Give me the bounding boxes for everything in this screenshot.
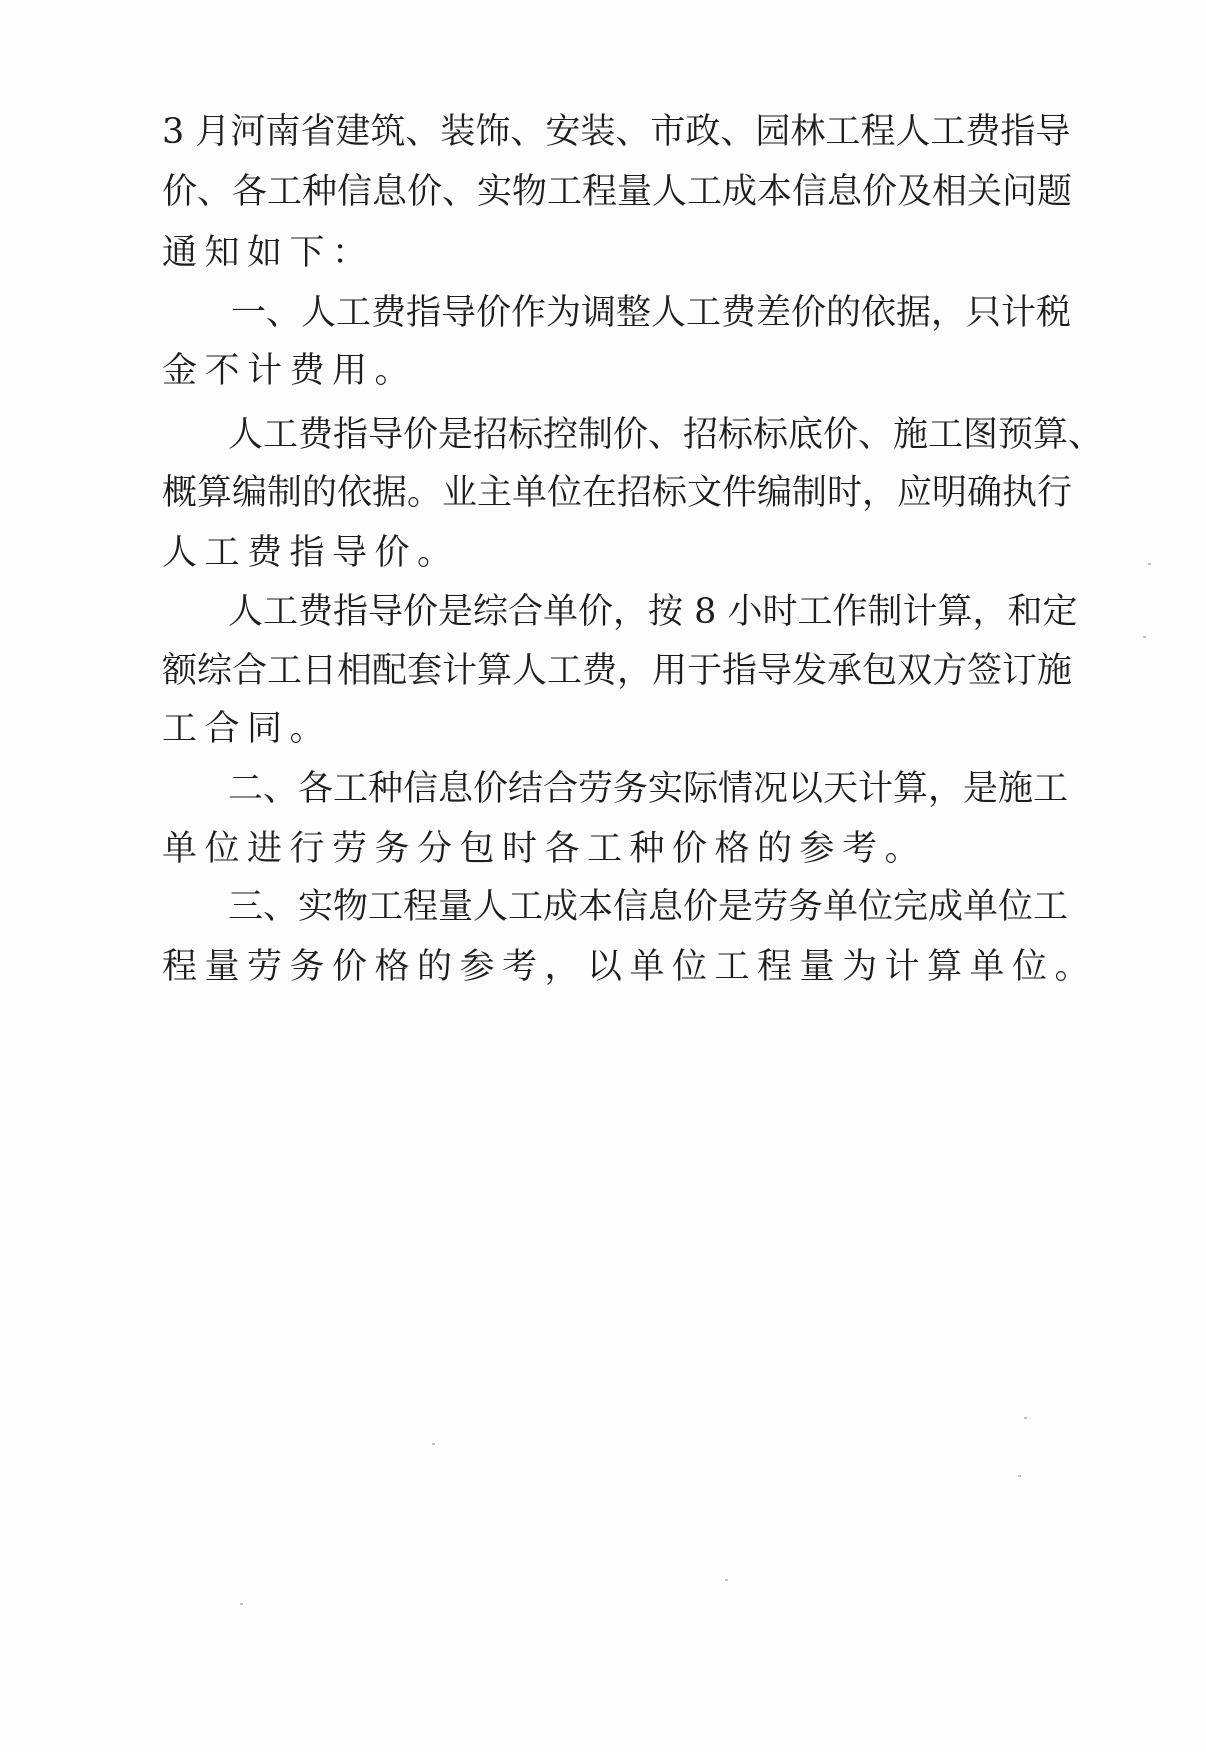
scan-speck [1143, 636, 1146, 638]
text-line: 3 月河南省建筑、装饰、安装、市政、园林工程人工费指导 [162, 112, 1071, 152]
text-line: 额综合工日相配套计算人工费，用于指导发承包双方签订施 [162, 651, 1073, 691]
text-line: 人工费指导价是招标控制价、招标标底价、施工图预算、 [228, 415, 1104, 455]
text-line: 价、各工种信息价、实物工程量人工成本信息价及相关问题 [162, 172, 1073, 212]
text-line: 一、人工费指导价作为调整人工费差价的依据，只计税 [231, 293, 1072, 333]
scan-speck [240, 1603, 243, 1605]
text-line: 二、各工种信息价结合劳务实际情况以天计算，是施工 [228, 769, 1069, 809]
text-line: 人工费指导价是综合单价，按 8 小时工作制计算，和定 [228, 592, 1078, 632]
scan-speck [1018, 1475, 1021, 1477]
text-line: 金不计费用。 [162, 351, 418, 391]
scan-speck [432, 1443, 435, 1445]
scan-speck [1024, 1417, 1027, 1419]
text-line: 通知如下： [162, 233, 375, 273]
scan-speck [725, 1579, 728, 1581]
text-line: 单位进行劳务分包时各工种价格的参考。 [162, 829, 928, 869]
text-line: 人工费指导价。 [162, 533, 460, 573]
text-line: 三、实物工程量人工成本信息价是劳务单位完成单位工 [228, 887, 1069, 927]
text-line: 概算编制的依据。业主单位在招标文件编制时，应明确执行 [162, 473, 1073, 513]
scan-speck [1148, 563, 1151, 565]
text-line: 程量劳务价格的参考，以单位工程量为计算单位。 [162, 947, 1098, 987]
text-line: 工合同。 [162, 709, 333, 749]
